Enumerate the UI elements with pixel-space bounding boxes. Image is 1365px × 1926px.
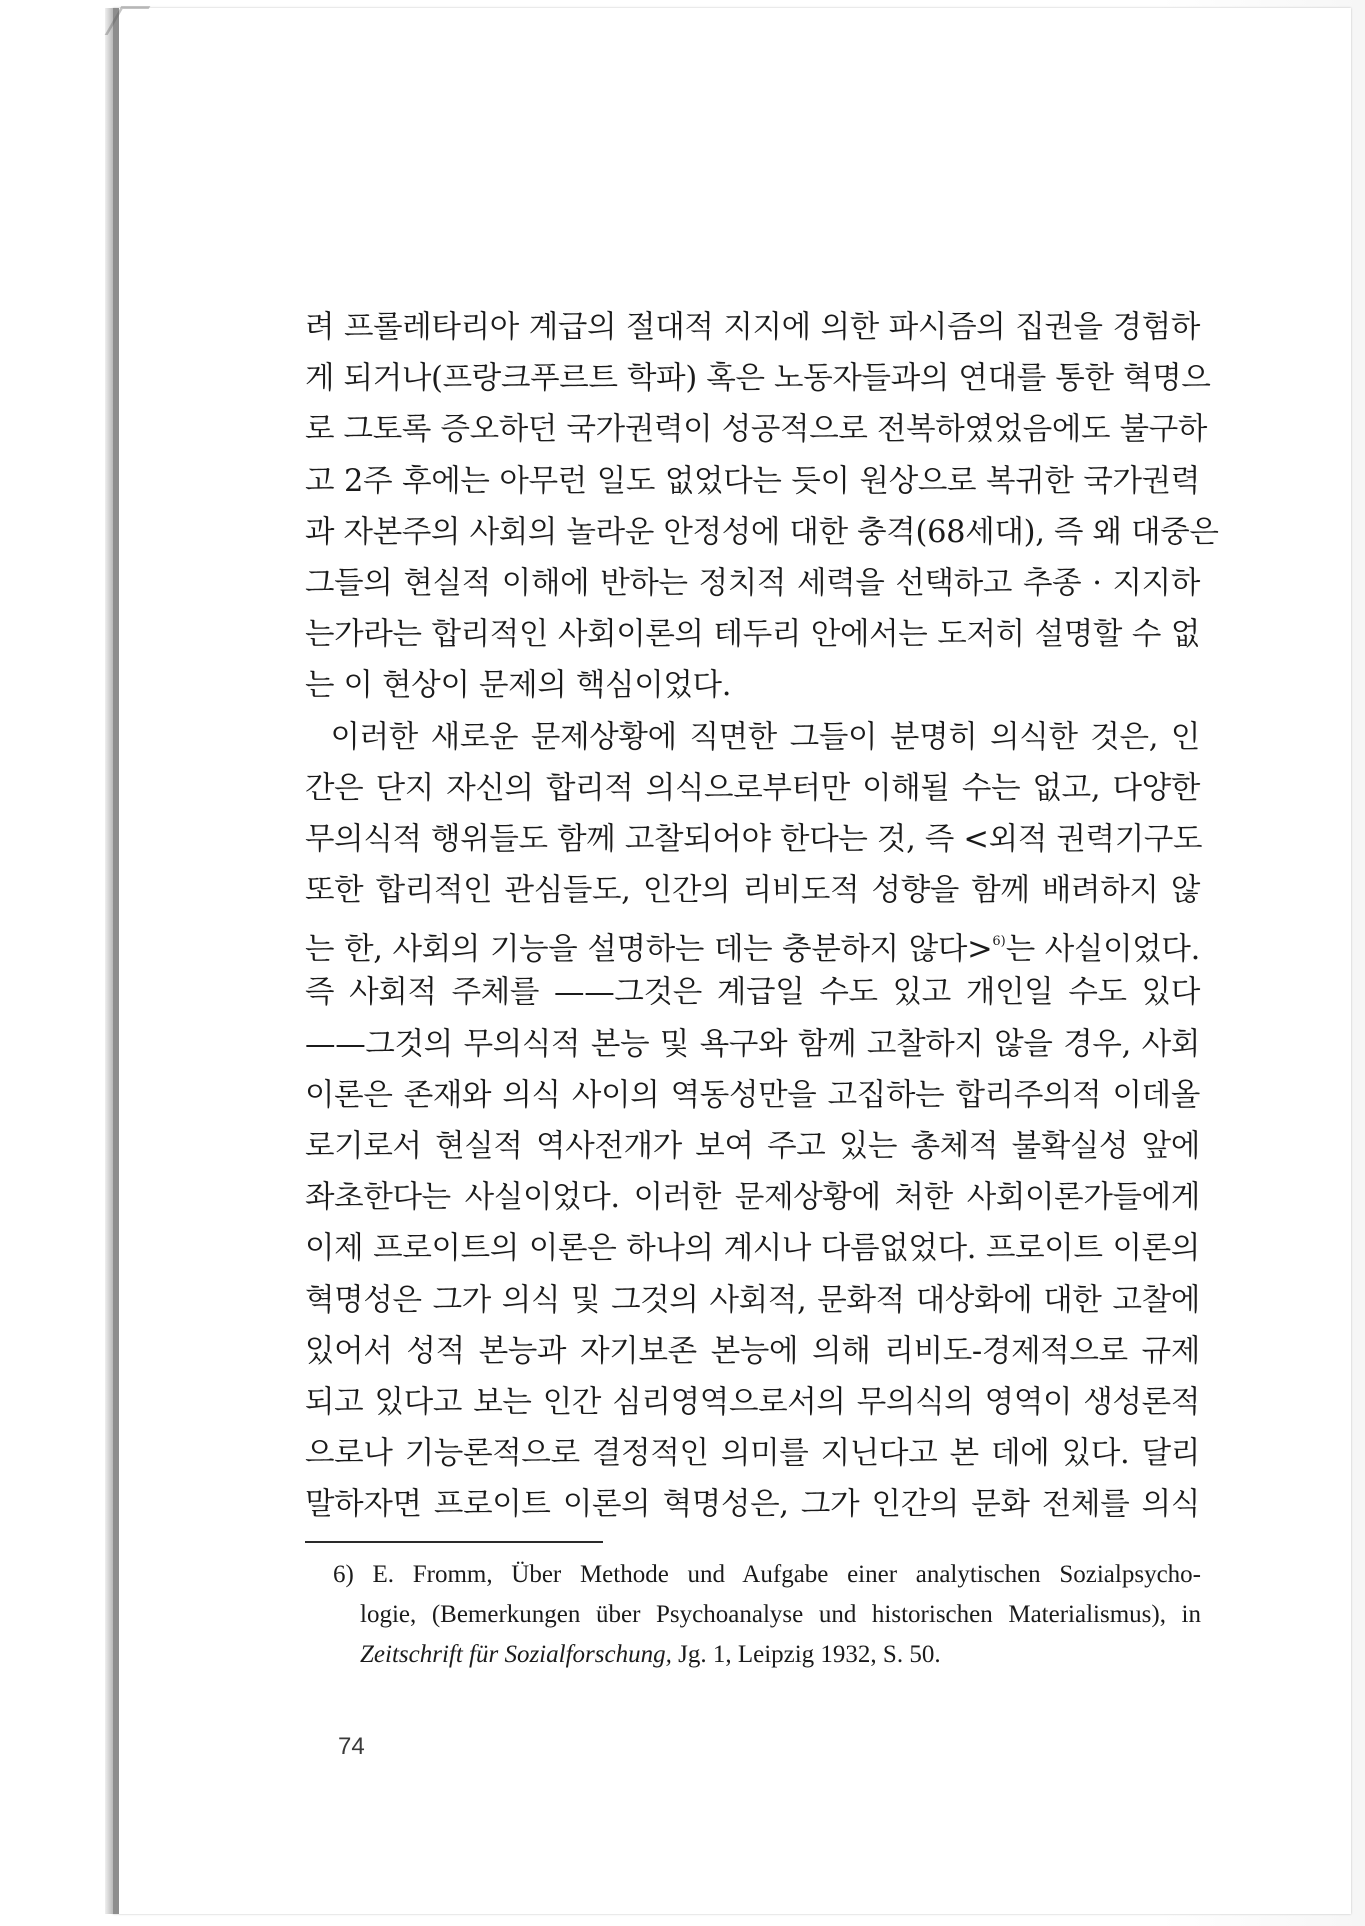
footnote-reference[interactable]: 6)	[992, 934, 1006, 950]
text-line: 그들의 현실적 이해에 반하는 정치적 세력을 선택하고 추종 · 지지하	[305, 565, 1200, 601]
text-line: 무의식적 행위들도 함께 고찰되어야 한다는 것, 즉 <외적 권력기구도	[305, 821, 1203, 857]
text-line-part: 는 사실이었다.	[1005, 932, 1200, 968]
text-line: 게 되거나(프랑크푸르트 학파) 혹은 노동자들과의 연대를 통한 혁명으	[305, 361, 1211, 397]
footnote-line	[333, 1635, 1201, 1675]
text-line: 혁명성은 그가 의식 및 그것의 사회적, 문화적 대상화에 대한 고찰에	[305, 1282, 1200, 1318]
text-line: 는가라는 합리적인 사회이론의 테두리 안에서는 도저히 설명할 수 없	[305, 617, 1200, 653]
footnote-divider	[305, 1541, 603, 1543]
footnote-line	[333, 1555, 1201, 1595]
footnote	[333, 1555, 1201, 1675]
journal-title: Zeitschrift für Sozialforschung,	[360, 1641, 672, 1668]
text-line: 로기로서 현실적 역사전개가 보여 주고 있는 총체적 불확실성 앞에	[305, 1129, 1200, 1164]
text-line: 로 그토록 증오하던 국가권력이 성공적으로 전복하였었음에도 불구하	[305, 412, 1208, 448]
text-line: 즉 사회적 주체를 ——그것은 계급일 수도 있고 개인일 수도 있다	[305, 975, 1200, 1011]
text-line: 과 자본주의 사회의 놀라운 안정성에 대한 충격(68세대), 즉 왜 대중은	[305, 514, 1219, 550]
footnote-line: logie, (Bemerkungen über Psychoanalyse und historischen Materialismus), in	[360, 1601, 1201, 1628]
text-line: 이제 프로이트의 이론은 하나의 계시나 다름없었다. 프로이트 이론의	[305, 1231, 1200, 1267]
text-line: 말하자면 프로이트 이론의 혁명성은, 그가 인간의 문화 전체를 의식	[305, 1487, 1200, 1523]
text-line-with-footnote-ref	[305, 916, 1200, 967]
text-line: 되고 있다고 보는 인간 심리영역으로서의 무의식의 영역이 생성론적	[305, 1384, 1200, 1420]
text-line: 간은 단지 자신의 합리적 의식으로부터만 이해될 수는 없고, 다양한	[305, 770, 1200, 806]
footnote-text: E. Fromm, Über Methode und Aufgabe einer analytischen Sozialpsycho-	[372, 1561, 1201, 1588]
text-line: ——그것의 무의식적 본능 및 욕구와 함께 고찰하지 않을 경우, 사회	[305, 1026, 1200, 1062]
text-line-part: 는 한, 사회의 기능을 설명하는 데는 충분하지 않다>	[305, 932, 993, 968]
text-line: 좌초한다는 사실이었다. 이러한 문제상황에 처한 사회이론가들에게	[305, 1180, 1200, 1216]
text-line: 이론은 존재와 의식 사이의 역동성만을 고집하는 합리주의적 이데올	[305, 1077, 1200, 1113]
footnote-number: 6)	[333, 1561, 354, 1588]
page-number: 74	[338, 1733, 365, 1760]
text-line: 또한 합리적인 관심들도, 인간의 리비도적 성향을 함께 배려하지 않	[305, 873, 1200, 909]
footnote-text: Jg. 1, Leipzig 1932, S. 50.	[671, 1641, 941, 1668]
text-line: 고 2주 후에는 아무런 일도 없었다는 듯이 원상으로 복귀한 국가권력	[305, 463, 1200, 499]
text-line: 려 프롤레타리아 계급의 절대적 지지에 의한 파시즘의 집권을 경험하	[305, 310, 1200, 345]
main-text-block	[305, 302, 1219, 1531]
text-line: 는 이 현상이 문제의 핵심이었다.	[305, 668, 732, 704]
text-line: 이러한 새로운 문제상황에 직면한 그들이 분명히 의식한 것은, 인	[305, 719, 1200, 755]
text-line: 있어서 성적 본능과 자기보존 본능에 의해 리비도-경제적으로 규제	[305, 1333, 1200, 1369]
text-line: 으로나 기능론적으로 결정적인 의미를 지닌다고 본 데에 있다. 달리	[305, 1436, 1200, 1472]
